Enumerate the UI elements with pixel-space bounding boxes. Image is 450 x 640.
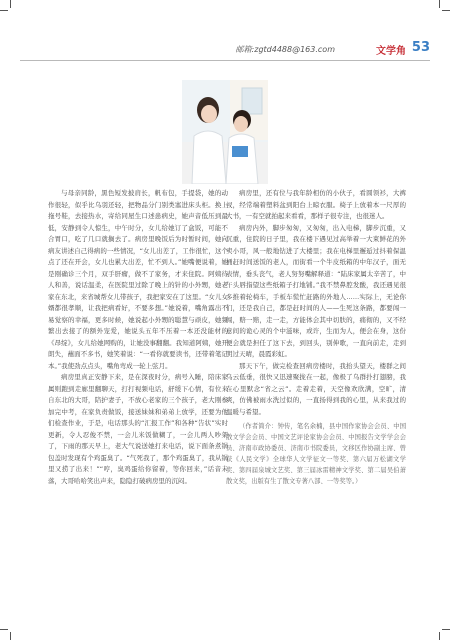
section-title: 文学角 xyxy=(376,46,406,57)
article-paragraph: 与母亲同龄，黑色短发披肩长，帆布包，手提袋，她的动作很轻，似乎比乌羽还轻，把物品分门别类塞进床头柜。换上拖号鞋，去接热水，寄给同屋生口述患病史，她声音低压到最低，安静到令人惊生，中午时分，女儿给她订了盒饭，可能不合胃口，吃了几口就搁去了。病房里晚饭后为时暂时间，她向病友讲述自己得病的一些情况，“女儿出差了，工作很忙，这个点了还在开会，女儿也累大出差，忙不到人。”她嘴便说着，她是刚确诊三个月，双手肝瘤，做不了家务，才来住院。阿姨待人和善，说话温柔，在医院里过除了晚上的针的小外甥，她老家在东北，来省城帮女儿带孩子，我把家安在了这里。“女儿女婿都很孝顺，让我把病看好，不要多想。”她说着，嘴角露出不易觉察的幸福，更多时候，她说起小外甥的聪慧与顽皮，她频繁出去接了的额外宠爱，她说头五年不压着一本还没能材的《昂绽》，女儿给她网购的，让她没事翻翻。我知道阿姨，她开朗失，蘸面不多书，她笑着说：“一看你就要读书，还带着笔记本。”我使劲点点头，嘴角弯成一轮上弦月。 xyxy=(48,189,228,370)
article-paragraph: 那天下午，做完检查回病房楼时，我抬头望天，楼群之间乌云低垂，很快又迅速聚拢在一起，像极了乌群扑打翅膀，我在心里默念“省之云”。走着走着，天空像欢欣满，空旷，清爽，仿佛被雨水洗过似的，一直扬得到我的心里，从来我过的温暖与希望。 xyxy=(226,361,406,416)
crop-mark xyxy=(442,10,450,11)
contact-email: 邮箱:zgtd4488@163.com xyxy=(235,45,335,54)
article-paragraph: 病房内外，脚步匆匆，又匆匆，出入电梯，脚步沉重，又沉重，住院的日子里，我在楼下遇见过高举着一大束鲜花的外卖小哥，风一般地钻进了大楼里；我在电梯里邂逅过抖着保温桶赶时间送饭的老人，而街看一个牛皮纸箱的中年汉子，面无表情，垂头丧气，老人努努嘴解释道：“陆床家属太辛苦了，中午头唇指望这些纸箱子打地铺。”我不禁鼻腔发酸，我还遇见很多推着轮椅车，手板车慌忙赶路的外地人……实际上，无论你们，还是我自己，都是赶时间的人——生死这条路，都要闯一闯，赔一赔，走一走，方能体会其中切肤的，痛彻的，又不经意间的诡心灵的个中滋味，或许，生而为人，便会在身，这份便会就是担任了这下去，到回头，别伸歌，一直向前走，走到明过天晴，晨霞彩虹。 xyxy=(226,223,406,358)
crop-mark xyxy=(442,629,450,630)
crop-mark xyxy=(0,629,8,630)
article-right-column xyxy=(226,188,406,487)
crop-mark xyxy=(10,0,11,8)
header-divider xyxy=(20,60,430,61)
article-paragraph: 病房里真正安静下来，是在深夜时分，病号入睡，陪床家属则跑到走廊里翻聊天，打打视频电话，舒缓下心情，有位来自东北的大哥，陪护妻子，不放心老家的三个孩子，老大刚参加完中考，在家负责做饭，接送妹妹和弟弟上放学，还要为他们检查作业，于是，电话那头的“汇报工作”和各种“告状”实时更新，令人忍俊不禁，一会儿米饭做糊了，一会儿两人吵架了，下雨的那天早上，老大气说送她打来电话，说下面条煮锅包盖时发现有个鸡蛋臭了。“气死我了，那个鸡蛋臭了，我从锅里又捞了出来！”“哼，臭鸡蛋给你留着，等你回来，”话音未落，大哥哈哈笑出声来，隐隐打破病房里的沉闷。 xyxy=(48,373,228,485)
page-header xyxy=(0,40,450,60)
article-left-column xyxy=(48,188,228,487)
nurse-with-patient-photo xyxy=(182,80,268,184)
page-number: 53 xyxy=(411,40,430,55)
author-bio: （作者简介：钟传，笔名余楠，县中国作家协会会员、中国散文学会会员、中国文艺评论家协会会员、中国报告文学学会会员、济南市政协委员、济南市书院委员，文移区作协副主席、曾获《人民文学》全球华人文学征文一等奖、第六届万松湖文学奖、第四届泉城文艺奖、第三届冰雷精神文学奖、第二届吴伯萧散文奖，出版有生了散文专著八部、一等奖等。） xyxy=(226,423,406,485)
crop-mark xyxy=(439,0,440,8)
article-paragraph: 病房里，还有位与我年龄相仿的小伙子，看圆领衫，大裤衩，经常端着塑料盆到阳台上晾衣服。椅子上放着本一尺厚的大书，一有空就拍起来看看，那样子很专注，也很迷人。 xyxy=(226,189,406,220)
crop-mark xyxy=(10,632,11,640)
crop-mark xyxy=(0,10,8,11)
crop-mark xyxy=(439,632,440,640)
